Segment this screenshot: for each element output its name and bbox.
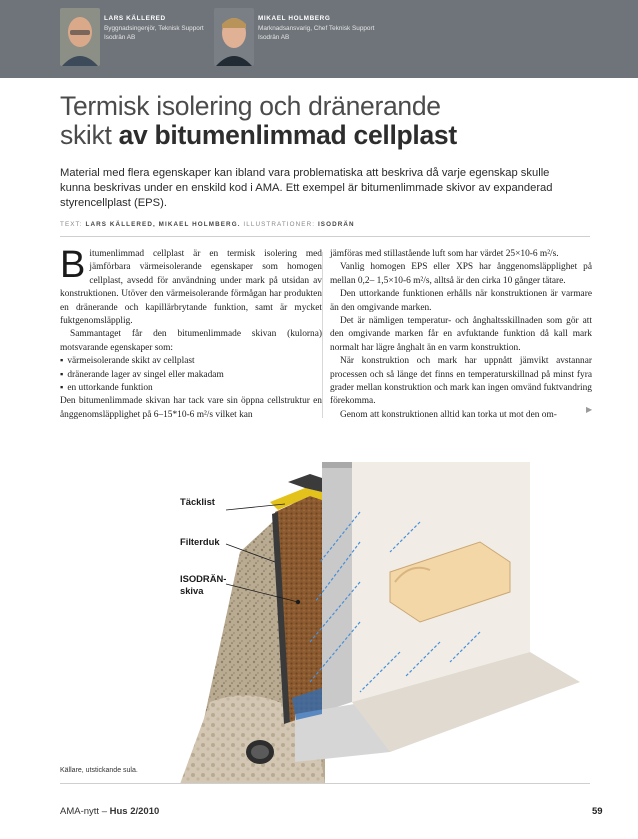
title-line-2-bold: av bitumenlimmad cellplast [118,120,457,150]
label-tacklist: Täcklist [180,496,215,507]
author-name-2: MIKAEL HOLMBERG [258,15,331,22]
footer-publication [60,806,159,817]
col2-paragraph-2: Vanlig homogen EPS eller XPS har ånggenomsläpplighet på mellan 0,2– 1,5×10-6 m²/s, alltså är den cirka 10 gånger tätare. [330,262,592,286]
col1-paragraph-1 [60,244,322,328]
col2-paragraph-4: Det är nämligen temperatur- och ånghaltsskillnaden som gör att den omgivande marken får en avfuktande funktion då kall mark normalt har lägre ånghalt än en varm konstruktion. [330,316,592,353]
col1-paragraph-2: Sammantaget får den bitumenlimmade skivan (kulorna) motsvarande egenskaper som: [60,329,322,353]
bottom-divider [60,783,590,784]
author-photo-1 [60,8,100,66]
body-column-2 [330,248,592,422]
bullet-item: ▪ dränerande lager av singel eller makadam [60,369,322,382]
label-isodran-line-2: skiva [180,585,204,596]
col2-paragraph-6: Genom att konstruktionen alltid kan torka ut mot den om- [340,409,557,420]
illustration-svg [60,452,590,784]
credits-line [60,221,580,228]
title-line-2-plain: skikt [60,120,119,150]
foundation-illustration [60,452,590,784]
column-divider [322,252,323,418]
col1-bullet-list [60,355,322,395]
author-meta-2 [258,14,448,43]
author-role-1: Byggnadsingenjör, Teknisk Support [104,24,204,32]
footer-issue: Hus 2/2010 [109,806,160,817]
title-line-1: Termisk isolering och dränerande [60,91,441,121]
author-company-1: Isodrän AB [104,34,136,42]
label-isodran-line-1: ISODRÄN- [180,573,227,584]
label-filterduk: Filterduk [180,536,220,547]
col1-paragraph-3: Den bitumenlimmade skivan har tack vare sin öppna cellstruktur en ånggenomsläpplighet på 6–15*10-6 m²/s vilket kan [60,396,322,420]
author-name-1: LARS KÄLLERED [104,15,166,22]
label-isodran [180,573,226,597]
col2-paragraph-1: jämföras med stillastående luft som har värdet 25×10-6 m²/s. [330,249,559,259]
col1-p1-text: itumenlimmad cellplast är en termisk isolering med jämförbara värmeisolerande egenskaper som homogen cellplast, avsedd för användning under mark på utsidan av konstruktionen. Utöver den värmeisolerande förmågan har produkten en dränerande och kapillärbrytande funktion, samt är mycket fuktgenomsläpplig. [60,249,322,327]
col2-paragraph-3: Den uttorkande funktionen erhålls när konstruktionen är varmare än den omgivande marken. [330,289,592,313]
footer-pub-name: AMA-nytt – [60,806,110,817]
author-company-2: Isodrän AB [258,34,290,42]
title-line-2 [60,121,620,150]
top-divider [60,236,590,237]
author-photo-2 [214,8,254,66]
credits-text-names: LARS KÄLLERED, MIKAEL HOLMBERG. [85,221,241,228]
lead-paragraph: Material med flera egenskaper kan ibland vara problematiska att beskriva då varje egenskap skulle kunna beskrivas under en enskild kod i AMA. Ett exempel är bitumenlimmade skivor av expanderad styrencellplast (EPS). [60,167,553,209]
credits-text-label: TEXT: [60,221,83,228]
dropcap: B [60,244,86,286]
col2-paragraph-5: När konstruktion och mark har uppnått jämvikt avstannar processen och så länge det finns en temperaturskillnad på minst fyra grader mellan konstruktion och mark kan ingen omvänd fuktvandring förekomma. [330,356,592,407]
continue-arrow-icon: ▶ [586,405,593,414]
bullet-item: ▪ en uttorkande funktion [60,382,322,395]
page-number: 59 [592,806,603,817]
credits-illus-label: ILLUSTRATIONER: [243,221,316,228]
body-column-1 [60,244,322,422]
bullet-item: ▪ värmeisolerande skikt av cellplast [60,355,322,368]
author-role-2: Marknadsansvarig, Chef Teknisk Support [258,24,375,32]
figure-caption: Källare, utstickande sula. [60,767,138,774]
article-title [60,92,620,150]
credits-illus-name: ISODRÄN [317,221,355,228]
